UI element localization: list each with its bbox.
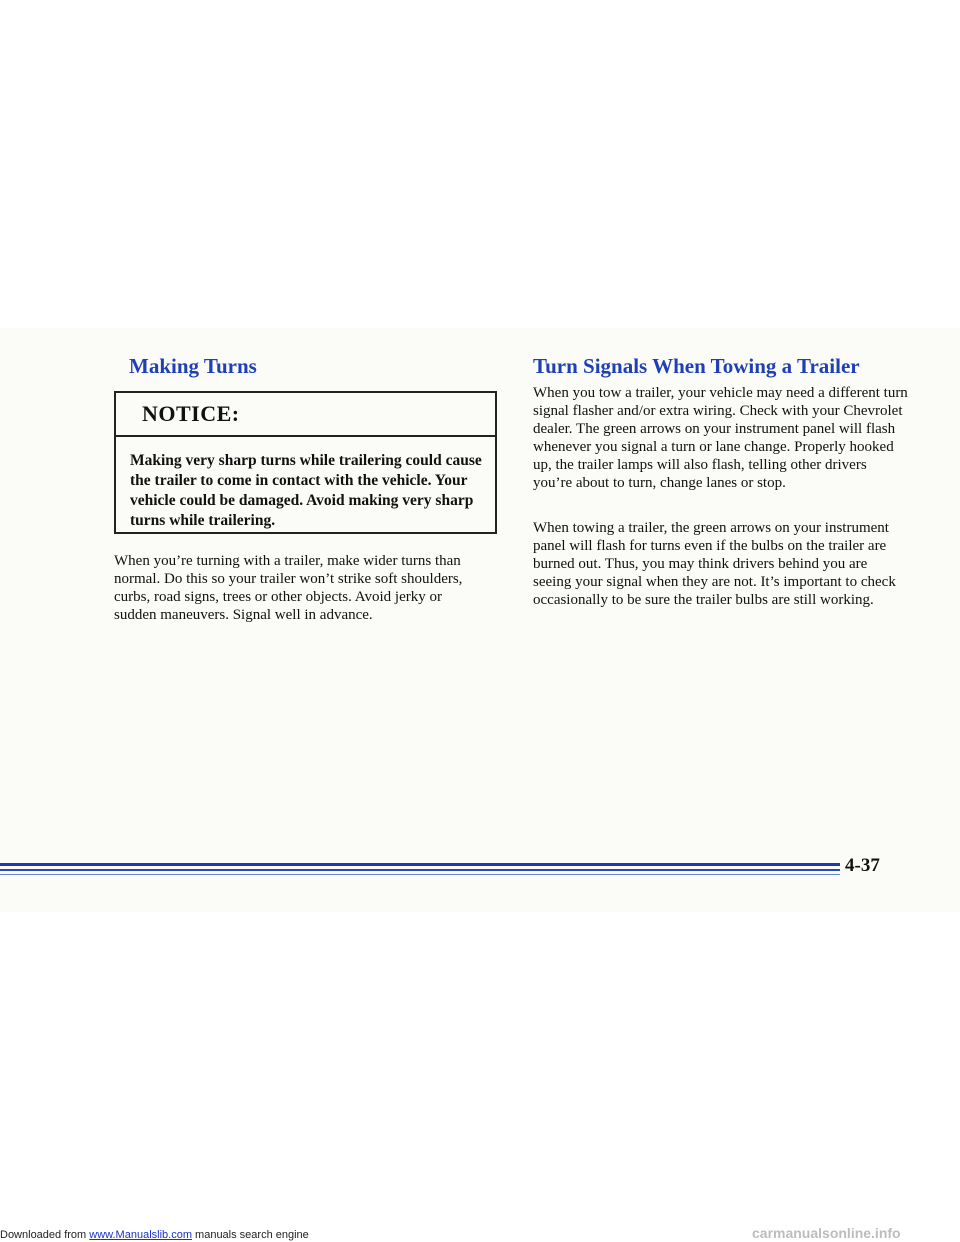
making-turns-paragraph: When you’re turning with a trailer, make wider turns than normal. Do this so your trailer won’t strike soft shoulders, curbs, road signs, trees or other objects. Avoid jerky or sudden maneuvers. Signal well in advance. bbox=[114, 553, 463, 623]
download-footer bbox=[0, 1229, 309, 1241]
footer-rule bbox=[0, 863, 840, 866]
section-heading-turn-signals: Turn Signals When Towing a Trailer bbox=[533, 354, 860, 378]
turn-signals-paragraph-2: When towing a trailer, the green arrows on your instrument panel will flash for turns even if the bulbs on the trailer are burned out. Thus, you may think drivers behind you are seeing your signal when they are not. It’s important to check occasionally to be sure the trailer bulbs are still working. bbox=[533, 520, 896, 608]
footer-rule bbox=[0, 869, 840, 871]
notice-text: Making very sharp turns while trailering could cause the trailer to come in contact with the vehicle. Your vehicle could be damaged. Avoid making very sharp turns while trailering. bbox=[130, 452, 482, 529]
footer-rule bbox=[0, 874, 840, 875]
watermark: carmanualsonline.info bbox=[752, 1225, 901, 1241]
notice-box bbox=[114, 391, 497, 534]
manualslib-link[interactable]: www.Manualslib.com bbox=[89, 1229, 192, 1241]
page-number: 4-37 bbox=[845, 855, 880, 876]
footer-prefix: Downloaded from bbox=[0, 1229, 90, 1241]
notice-title: NOTICE: bbox=[116, 393, 495, 437]
turn-signals-paragraph-1: When you tow a trailer, your vehicle may need a different turn signal flasher and/or extra wiring. Check with your Chevrolet dealer. The green arrows on your instrument panel will flash whenever you signal a turn or lane change. Properly hooked up, the trailer lamps will also flash, telling other drivers you’re about to turn, change lanes or stop. bbox=[533, 385, 908, 491]
section-heading-making-turns: Making Turns bbox=[129, 354, 257, 378]
footer-suffix: manuals search engine bbox=[191, 1229, 309, 1241]
